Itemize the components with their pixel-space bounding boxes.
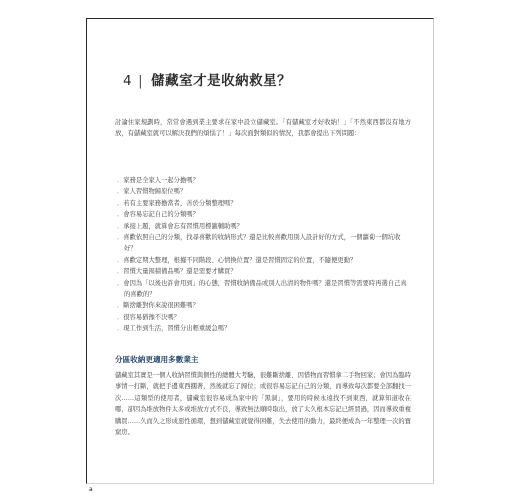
section-number: 4 [123,73,133,89]
heading-separator: | [138,73,144,89]
intro-text: 討論住家規劃時，常常會遇到業主要求在家中設立儲藏室。「有儲藏室才好收納！」「不然東西都沒有地方放，有儲藏室就可以解決我們的煩惱了！」每次面對類似的情況，我都會提出下列問題： [115,119,411,138]
body-text: 儲藏室其實是一個人收納習慣與個性的總體大考驗，很難斷捨離、因惜物而習慣拿二手物回家；會因為臨時事情一打斷，就把手邊東西擱著，然後就忘了歸位；或很容易忘記自己的分類，而導致每次都要全部翻找一次……這類型的使用者，儲藏室很容易成為家中的「黑洞」，要用的時候永遠找不到東西，就算知道收在哪，卻因為堆放物件太多或堆放方式不良，導致無法順時取出，放了太久根本忘記已經買過，因而導致重複購買……久而久之形成惡性循環，想到儲藏室就覺得困難，失去使用的動力，最終便成為一年整理一次的寶窟房。 [115,372,411,437]
page-mark: a [89,486,93,493]
list-item: ．家務是全家人一起分擔嗎？ [117,177,199,184]
list-item: ．習慣大量囤積備品嗎？還是需要才購買？ [117,268,237,276]
list-item: ．很容易猶豫不決嗎？ [117,313,180,321]
intro-paragraph [115,117,411,140]
list-item: ．現工作到生活，習慣分出輕重緩急嗎？ [117,325,231,333]
list-item: ．喜歡依照自己的分類，找尋喜歡的收納形式？還是比較喜歡用別人設計好的方式，一個蘿蔔一個坑收好？ [117,234,401,253]
book-page [86,18,434,484]
list-item: ．斷捨離對你來說很困難嗎？ [117,302,199,310]
list-item: ．會容易忘記自己的分類嗎？ [117,211,199,219]
list-item: ．家人習慣物歸原位嗎？ [117,188,187,196]
section-title: 儲藏室才是收納救星？ [151,73,292,89]
list-item: ．喜歡定期大整理，根據不同階段、心情換位置？還是習慣固定的位置，不隨便更動？ [117,256,357,264]
list-item: ．承接上題，就算會忘有習慣用標籤輔助嗎？ [117,222,243,230]
section-heading [123,69,291,89]
list-item: ．會因為「以後也許會用到」的心態，習慣收納備品或別人出清的物件嗎？還是習慣等需要時再選自己真的喜歡的？ [117,279,407,299]
list-item: ．若有主要家務擔當者，善於分類整理嗎？ [117,199,237,207]
body-paragraph [115,370,411,438]
subsection-heading: 分區收納更適用多數業主 [115,355,199,364]
question-list [117,175,411,335]
